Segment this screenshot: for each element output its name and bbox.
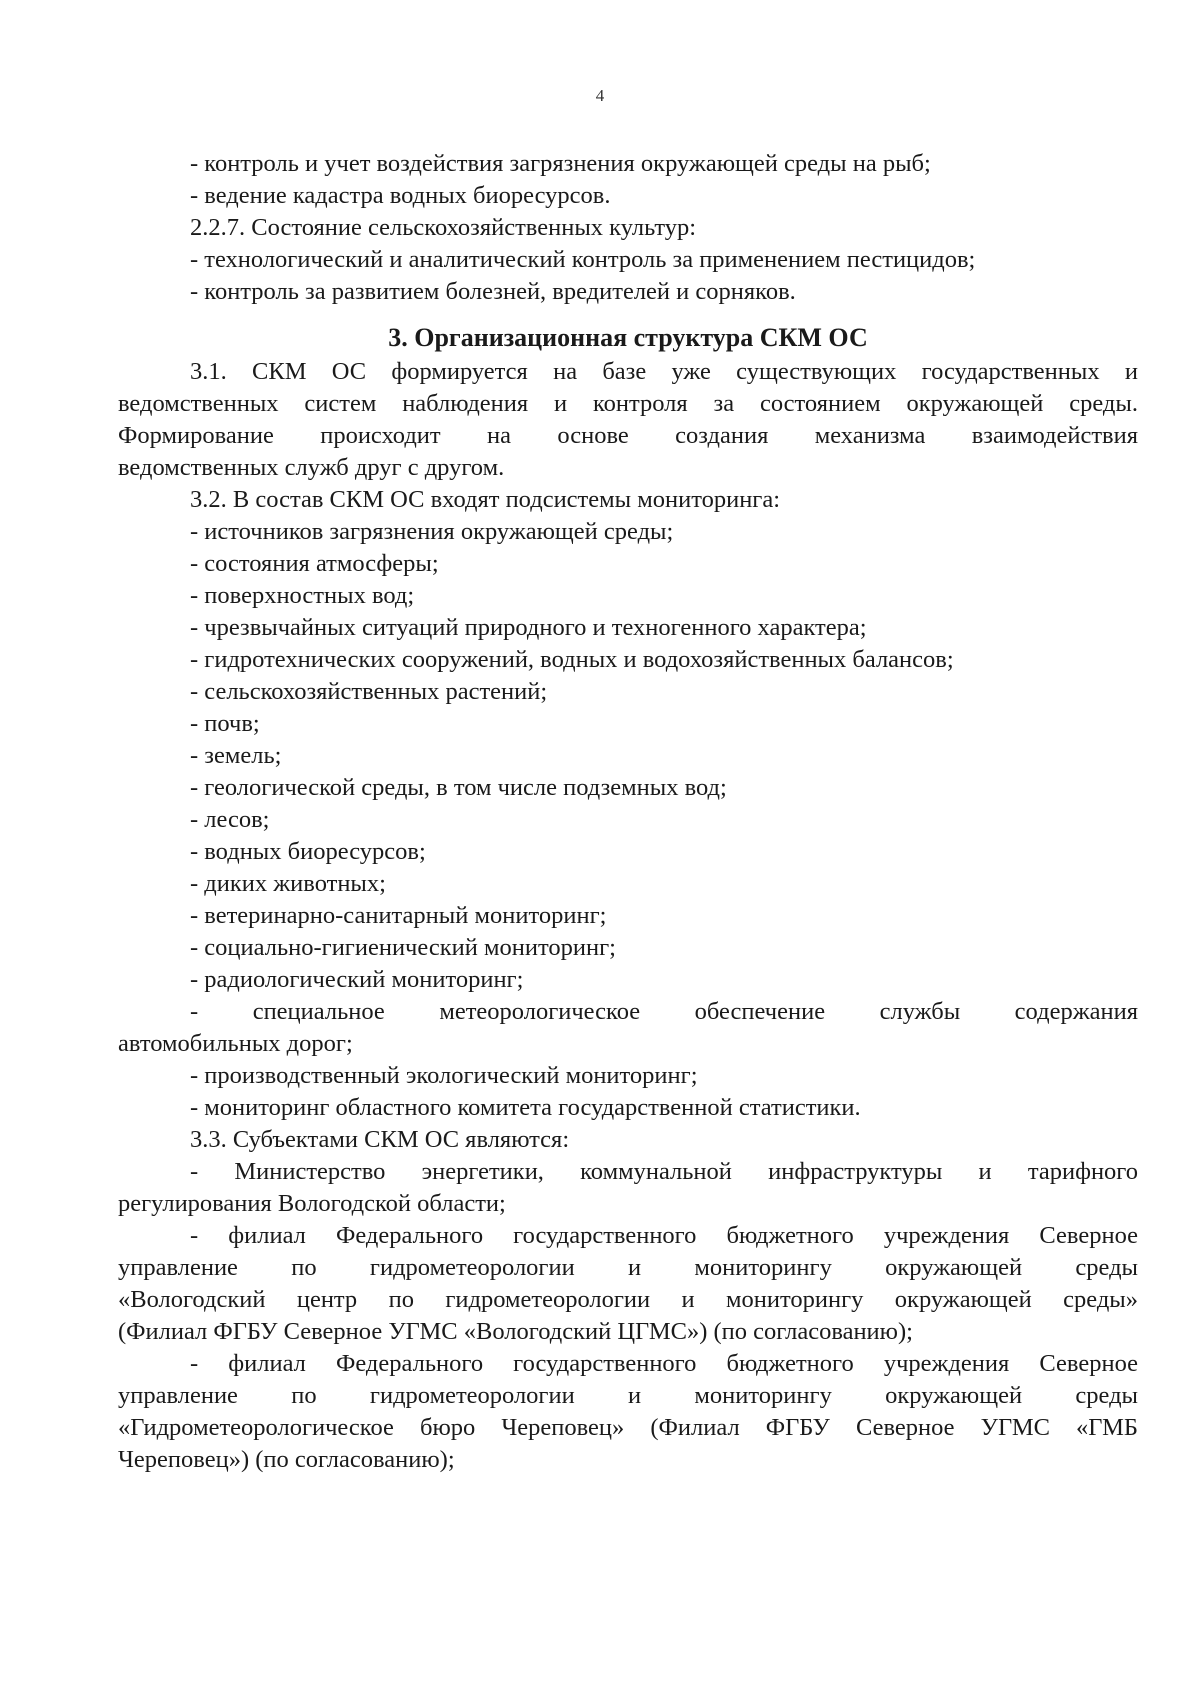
list-item: - состояния атмосферы; (190, 550, 439, 577)
list-item: - почв; (190, 710, 260, 737)
paragraph-line: ведомственных систем наблюдения и контроля за состоянием окружающей среды. (118, 390, 1138, 417)
list-item: - чрезвычайных ситуаций природного и техногенного характера; (190, 614, 867, 641)
paragraph-line: ведомственных служб друг с другом. (118, 454, 505, 481)
list-item: - производственный экологический мониторинг; (190, 1062, 698, 1089)
list-item: - контроль и учет воздействия загрязнения окружающей среды на рыб; (190, 150, 931, 177)
list-item: - ведение кадастра водных биоресурсов. (190, 182, 611, 209)
list-item: - ветеринарно-санитарный мониторинг; (190, 902, 607, 929)
subsection-heading: 2.2.7. Состояние сельскохозяйственных культур: (190, 214, 697, 241)
list-item: - радиологический мониторинг; (190, 966, 524, 993)
list-item: - геологической среды, в том числе подземных вод; (190, 774, 727, 801)
list-item: - филиал Федерального государственного бюджетного учреждения Северное (190, 1222, 1138, 1249)
list-item: - мониторинг областного комитета государственной статистики. (190, 1094, 861, 1121)
list-item: - контроль за развитием болезней, вредителей и сорняков. (190, 278, 796, 305)
list-item: - лесов; (190, 806, 270, 833)
list-item: - социально-гигиенический мониторинг; (190, 934, 616, 961)
page-number: 4 (595, 86, 605, 105)
paragraph-intro: 3.3. Субъектами СКМ ОС являются: (190, 1126, 570, 1153)
list-item: - земель; (190, 742, 282, 769)
list-item: - водных биоресурсов; (190, 838, 426, 865)
section-title: 3. Организационная структура СКМ ОС (388, 323, 868, 352)
list-item-continuation: (Филиал ФГБУ Северное УГМС «Вологодский ЦГМС») (по согласованию); (118, 1318, 913, 1345)
list-item: - Министерство энергетики, коммунальной инфраструктуры и тарифного (190, 1158, 1138, 1185)
list-item: - гидротехнических сооружений, водных и водохозяйственных балансов; (190, 646, 954, 673)
list-item: - диких животных; (190, 870, 386, 897)
list-item-continuation: «Гидрометеорологическое бюро Череповец» (Филиал ФГБУ Северное УГМС «ГМБ (118, 1414, 1138, 1441)
list-item: - источников загрязнения окружающей среды; (190, 518, 674, 545)
paragraph-line: Формирование происходит на основе создания механизма взаимодействия (118, 422, 1138, 449)
list-item: - сельскохозяйственных растений; (190, 678, 548, 705)
list-item-continuation: регулирования Вологодской области; (118, 1190, 506, 1217)
list-item-continuation: управление по гидрометеорологии и мониторингу окружающей среды (118, 1382, 1138, 1409)
list-item-continuation: Череповец») (по согласованию); (118, 1446, 455, 1473)
list-item: - филиал Федерального государственного бюджетного учреждения Северное (190, 1350, 1138, 1377)
list-item: - технологический и аналитический контроль за применением пестицидов; (190, 246, 976, 273)
list-item-continuation: «Вологодский центр по гидрометеорологии и мониторингу окружающей среды» (118, 1286, 1138, 1313)
paragraph-line: 3.1. СКМ ОС формируется на базе уже существующих государственных и (190, 358, 1138, 385)
paragraph-intro: 3.2. В состав СКМ ОС входят подсистемы мониторинга: (190, 486, 781, 513)
document-body (118, 148, 1138, 1476)
list-item-continuation: автомобильных дорог; (118, 1030, 353, 1057)
list-item: - поверхностных вод; (190, 582, 415, 609)
list-item: - специальное метеорологическое обеспечение службы содержания (190, 998, 1138, 1025)
list-item-continuation: управление по гидрометеорологии и мониторингу окружающей среды (118, 1254, 1138, 1281)
